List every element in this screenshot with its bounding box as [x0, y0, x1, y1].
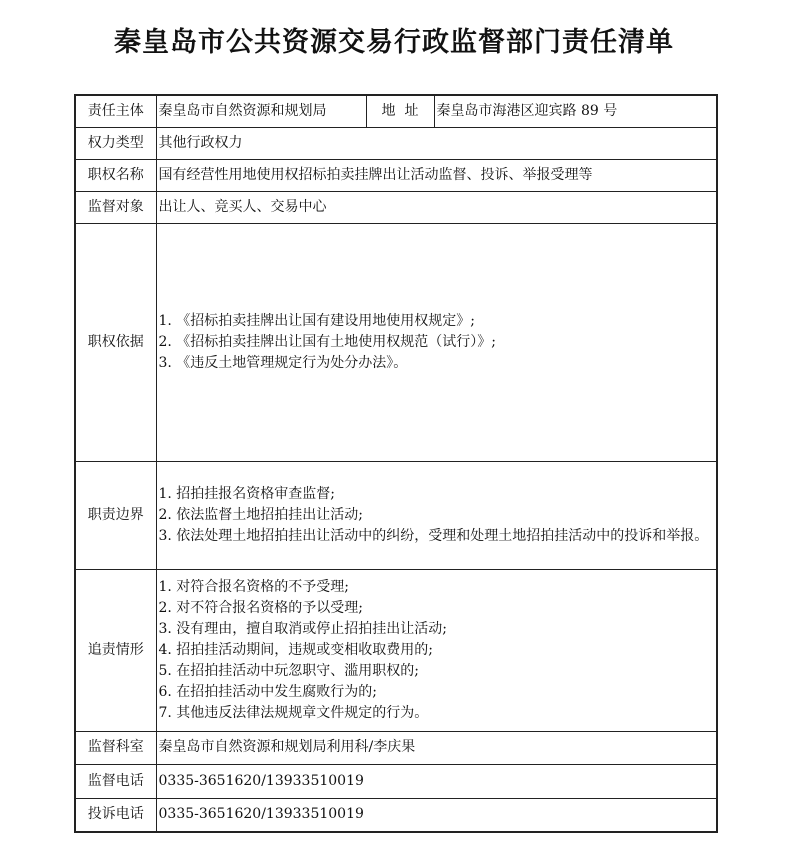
power-type-value: 其他行政权力: [156, 127, 717, 159]
row-basis: [75, 223, 717, 461]
phone-value: 0335-3651620/13933510019: [156, 764, 717, 798]
basis-item: 2. 《招标拍卖挂牌出让国有土地使用权规范（试行）》;: [158, 333, 497, 350]
supervised-value: 出让人、竞买人、交易中心: [156, 191, 717, 223]
office-label: 监督科室: [75, 731, 156, 764]
boundary-label: 职责边界: [75, 461, 156, 569]
accountability-item: 6. 在招拍挂活动中发生腐败行为的;: [158, 683, 378, 700]
row-complaint: [75, 798, 717, 832]
page-title: 秦皇岛市公共资源交易行政监督部门责任清单: [114, 27, 674, 58]
complaint-value: 0335-3651620/13933510019: [156, 798, 717, 832]
power-name-value: 国有经营性用地使用权招标拍卖挂牌出让活动监督、投诉、举报受理等: [156, 159, 717, 191]
row-phone: [75, 764, 717, 798]
subject-label: 责任主体: [75, 95, 156, 127]
basis-list: [156, 223, 717, 461]
boundary-item: 1. 招拍挂报名资格审查监督;: [158, 485, 336, 502]
accountability-item: 3. 没有理由，擅自取消或停止招拍挂出让活动;: [158, 620, 448, 637]
address-label: 地 址: [366, 95, 434, 127]
row-office: [75, 731, 717, 764]
accountability-item: 5. 在招拍挂活动中玩忽职守、滥用职权的;: [158, 662, 420, 679]
accountability-item: 4. 招拍挂活动期间，违规或变相收取费用的;: [158, 641, 434, 658]
row-accountability: [75, 569, 717, 731]
power-name-label: 职权名称: [75, 159, 156, 191]
row-power-name: [75, 159, 717, 191]
accountability-label: 追责情形: [75, 569, 156, 731]
basis-item: 1. 《招标拍卖挂牌出让国有建设用地使用权规定》;: [158, 312, 476, 329]
complaint-label: 投诉电话: [75, 798, 156, 832]
address-value: 秦皇岛市海港区迎宾路 89 号: [434, 95, 717, 127]
boundary-item: 3. 依法处理土地招拍挂出让活动中的纠纷，受理和处理土地招拍挂活动中的投诉和举报。: [158, 527, 709, 544]
row-power-type: [75, 127, 717, 159]
responsibility-table: [74, 94, 718, 833]
basis-label: 职权依据: [75, 223, 156, 461]
subject-value: 秦皇岛市自然资源和规划局: [156, 95, 366, 127]
phone-label: 监督电话: [75, 764, 156, 798]
office-value: 秦皇岛市自然资源和规划局利用科/李庆果: [156, 731, 717, 764]
supervised-label: 监督对象: [75, 191, 156, 223]
basis-item: 3. 《违反土地管理规定行为处分办法》。: [158, 354, 408, 371]
boundary-list: [156, 461, 717, 569]
accountability-list: [156, 569, 717, 731]
row-supervised: [75, 191, 717, 223]
accountability-item: 1. 对符合报名资格的不予受理;: [158, 578, 350, 595]
accountability-item: 2. 对不符合报名资格的予以受理;: [158, 599, 364, 616]
boundary-item: 2. 依法监督土地招拍挂出让活动;: [158, 506, 364, 523]
accountability-item: 7. 其他违反法律法规规章文件规定的行为。: [158, 704, 429, 721]
row-boundary: [75, 461, 717, 569]
power-type-label: 权力类型: [75, 127, 156, 159]
row-subject: [75, 95, 717, 127]
